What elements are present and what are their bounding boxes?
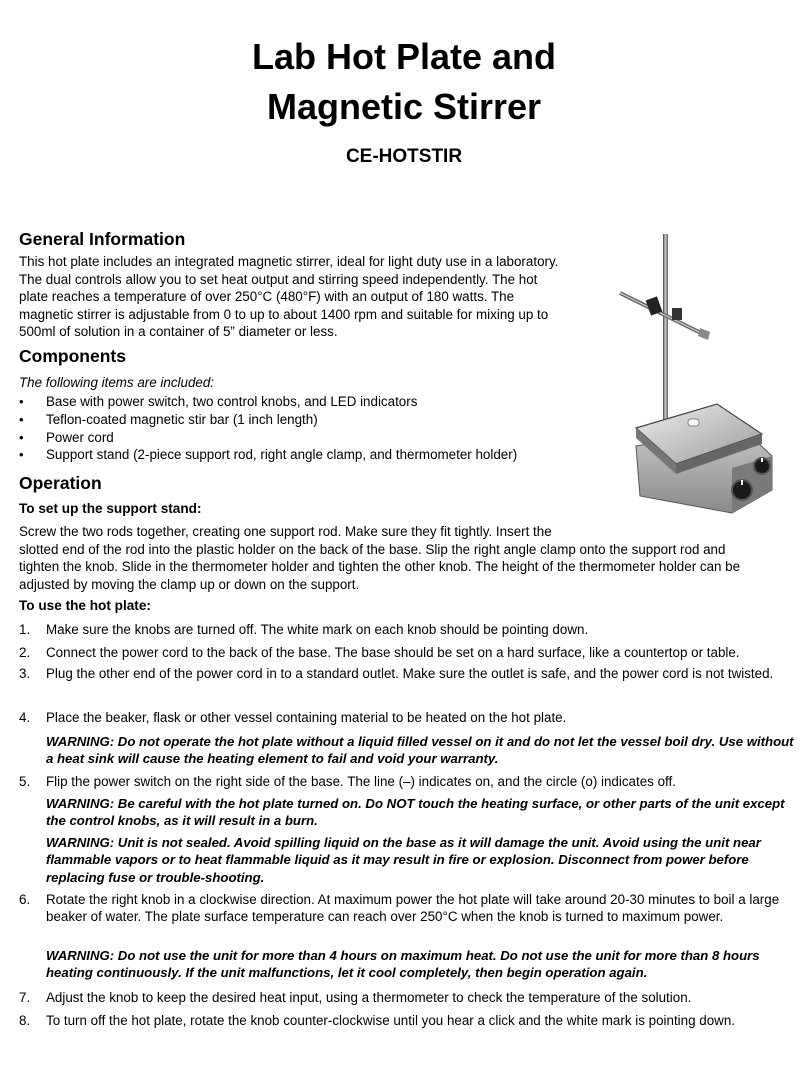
title-line-2: Magnetic Stirrer <box>266 86 542 127</box>
stand-line: adjusted by moving the clamp up or down on the support. <box>19 576 360 592</box>
components-intro: The following items are included: <box>19 375 215 390</box>
general-line: The dual controls allow you to set heat output and stirring speed independently. The hot <box>19 271 538 287</box>
title-line-1: Lab Hot Plate and <box>251 36 557 77</box>
step-item: 2. Connect the power cord to the back of the base. The base should be set on a hard surface, like a countertop or table. <box>19 645 740 660</box>
hot-plate-stirrer-illustration <box>612 228 802 518</box>
step-item: 6. Rotate the right knob in a clockwise direction. At maximum power the hot plate will take around 20-30 minutes to boil a large beaker of water. The plate surface temperature can reach over 250°C when the knob is turned to maximum power. <box>19 892 780 924</box>
list-item: • Base with power switch, two control knobs, and LED indicators <box>19 394 418 409</box>
list-item: • Support stand (2-piece support rod, right angle clamp, and thermometer holder) <box>19 447 518 463</box>
step-item: 3. Plug the other end of the power cord in to a standard outlet. Make sure the outlet is safe, and the power cord is not twisted. <box>19 666 774 681</box>
general-information-text <box>19 253 599 341</box>
support-stand-heading: To set up the support stand: <box>19 501 202 516</box>
general-line: This hot plate includes an integrated magnetic stirrer, ideal for light duty use in a laboratory. <box>19 254 559 269</box>
components-list <box>19 393 517 464</box>
bullet-icon: • <box>19 429 24 445</box>
bullet-icon: • <box>19 411 24 427</box>
general-line: 500ml of solution in a container of 5” diameter or less. <box>19 324 338 339</box>
general-line: plate reaches a temperature of over 250°C (480°F) with an output of 180 watts. The <box>19 289 515 304</box>
support-rod <box>663 234 668 434</box>
stand-line: Screw the two rods together, creating one support rod. Make sure they fit tightly. Insert the <box>19 524 552 539</box>
warning-text: WARNING: Unit is not sealed. Avoid spilling liquid on the base as it will damage the unit. Avoid using the unit near flammable vapors or to heat flammable liquid as it may result in fire or explosion. Disconnect from power before replacing fuse or trouble-shooting. <box>46 835 761 885</box>
warning-text: WARNING: Do not operate the hot plate without a liquid filled vessel on it and do not let the vessel boil dry. Use without a heat sink will cause the heating element to fail and void your warranty. <box>46 734 794 767</box>
bullet-icon: • <box>19 394 24 409</box>
operation-heading: Operation <box>19 473 102 493</box>
stir-bar <box>688 419 699 426</box>
general-information-heading: General Information <box>19 229 186 249</box>
list-item: • Teflon-coated magnetic stir bar (1 inch length) <box>19 411 318 427</box>
model-number: CE-HOTSTIR <box>345 146 463 167</box>
step-item: 7. Adjust the knob to keep the desired heat input, using a thermometer to check the temperature of the solution. <box>19 990 692 1005</box>
step-item: 4. Place the beaker, flask or other vessel containing material to be heated on the hot plate. <box>19 710 567 725</box>
page-title <box>0 32 808 132</box>
step-item: 8. To turn off the hot plate, rotate the knob counter-clockwise until you hear a click and the white mark is pointing down. <box>19 1013 736 1028</box>
use-hot-plate-heading: To use the hot plate: <box>19 598 151 613</box>
support-stand-text <box>19 523 794 593</box>
list-item: • Power cord <box>19 429 114 445</box>
general-line: magnetic stirrer is adjustable from 0 to up to about 1400 rpm and suitable for mixing up to <box>19 306 549 322</box>
warning-text: WARNING: Be careful with the hot plate turned on. Do NOT touch the heating surface, or other parts of the unit except the control knobs, as it will result in a burn. <box>46 796 785 829</box>
warning-text: WARNING: Do not use the unit for more than 4 hours on maximum heat. Do not use the unit for more than 8 hours heating continuously. If the unit malfunctions, let it cool completely, then begin operation again. <box>46 948 760 981</box>
stand-line: slotted end of the rod into the plastic holder on the back of the base. Slip the right angle clamp onto the support rod and <box>19 541 726 557</box>
step-item: 1. Make sure the knobs are turned off. The white mark on each knob should be pointing down. <box>19 622 589 637</box>
stand-line: tighten the knob. Slide in the thermometer holder and tighten the other knob. The height of the thermometer holder can be <box>19 559 741 574</box>
bullet-icon: • <box>19 447 24 463</box>
step-item: 5. Flip the power switch on the right side of the base. The line (–) indicates on, and the circle (o) indicates off. <box>19 774 676 789</box>
components-heading: Components <box>19 346 126 366</box>
